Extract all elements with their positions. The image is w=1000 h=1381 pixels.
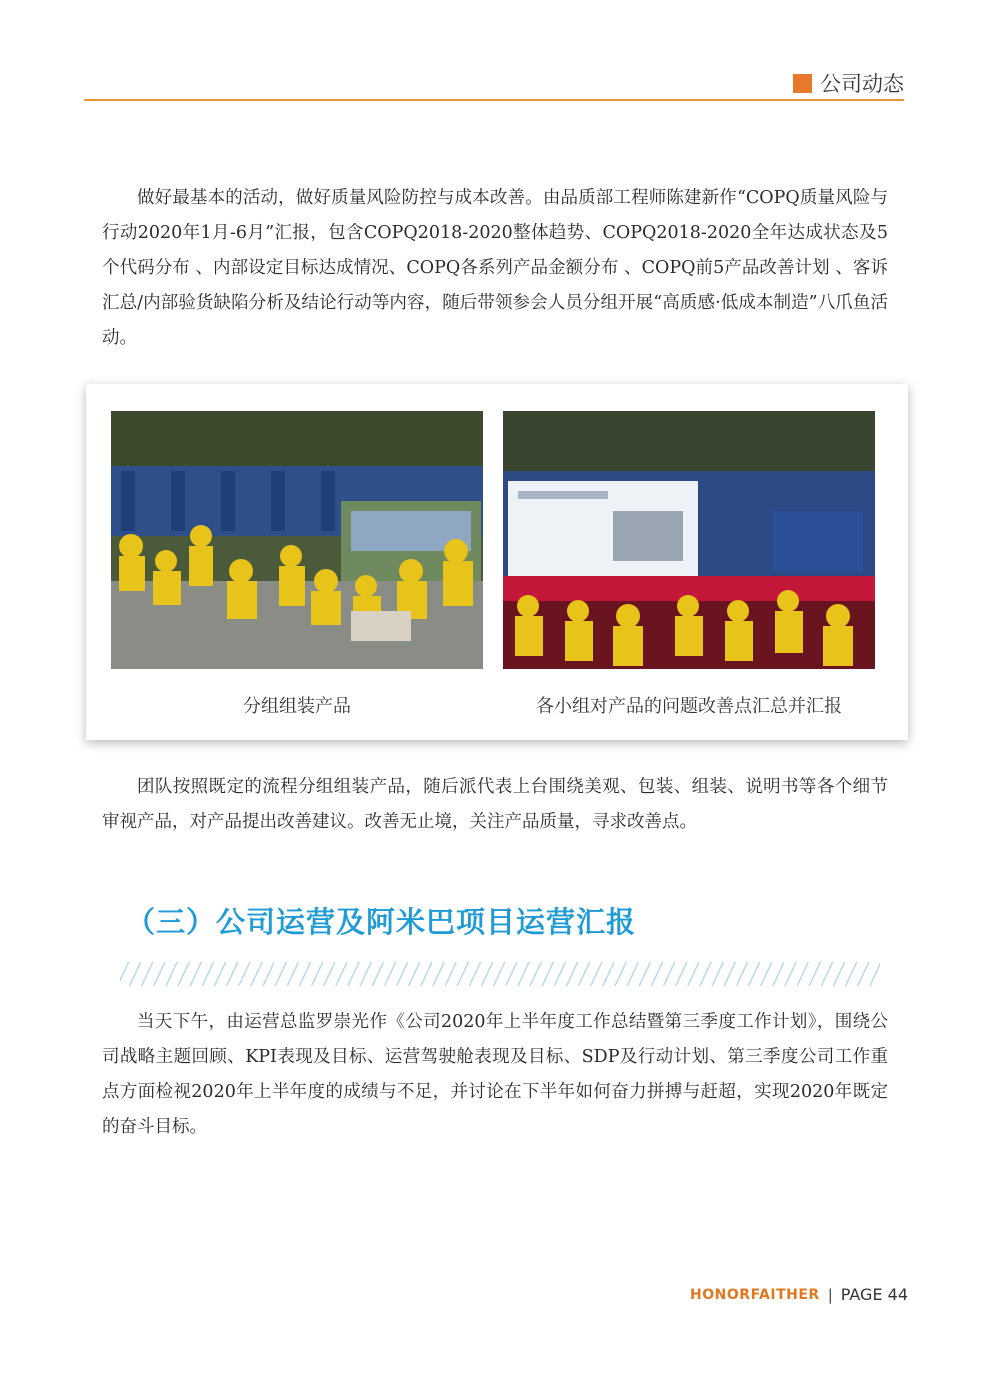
photo-presentation: [503, 411, 875, 669]
footer-separator: |: [827, 1285, 833, 1304]
header-rule: [84, 99, 904, 101]
page-number: PAGE 44: [840, 1285, 908, 1304]
paragraph-copq: 做好最基本的活动，做好质量风险防控与成本改善。由品质部工程师陈建新作“COPQ质量风险与行动2020年1月-6月”汇报，包含COPQ2018-2020整体趋势、COPQ2018-2020全年达成状态及5个代码分布 、内部设定目标达成情况、COPQ各系列产品金额分布 、COPQ前5产品改善计划 、客诉汇总/内部验货缺陷分析及结论行动等内容，随后带领参会人员分组开展“高质感·低成本制造”八爪鱼活动。: [102, 188, 888, 348]
section-heading: （三）公司运营及阿米巴项目运营汇报: [126, 905, 637, 939]
header-section: [793, 68, 904, 98]
header-section-title: 公司动态: [820, 72, 904, 96]
footer-brand: HONORFAITHER: [690, 1286, 820, 1303]
page-footer: [690, 1285, 908, 1304]
paragraph-operations: 当天下午，由运营总监罗崇光作《公司2020年上半年度工作总结暨第三季度工作计划》，围绕公司战略主题回顾、KPI表现及目标、运营驾驶舱表现及目标、SDP及行动计划、第三季度公司工作重点方面检视2020年上半年度的成绩与不足，并讨论在下半年如何奋力拼搏与赶超，实现2020年既定的奋斗目标。: [102, 1012, 888, 1137]
section-divider-hatch: [120, 962, 880, 986]
photo-caption-right: 各小组对产品的问题改善点汇总并汇报: [536, 696, 842, 717]
paragraph-assembly: 团队按照既定的流程分组组装产品，随后派代表上台围绕美观、包装、组装、说明书等各个细节审视产品，对产品提出改善建议。改善无止境，关注产品质量，寻求改善点。: [102, 777, 888, 832]
photo-assembly: [111, 411, 483, 669]
photo-panel: [86, 384, 908, 740]
header-square-icon: [793, 74, 812, 93]
photo-caption-left: 分组组装产品: [243, 696, 351, 717]
